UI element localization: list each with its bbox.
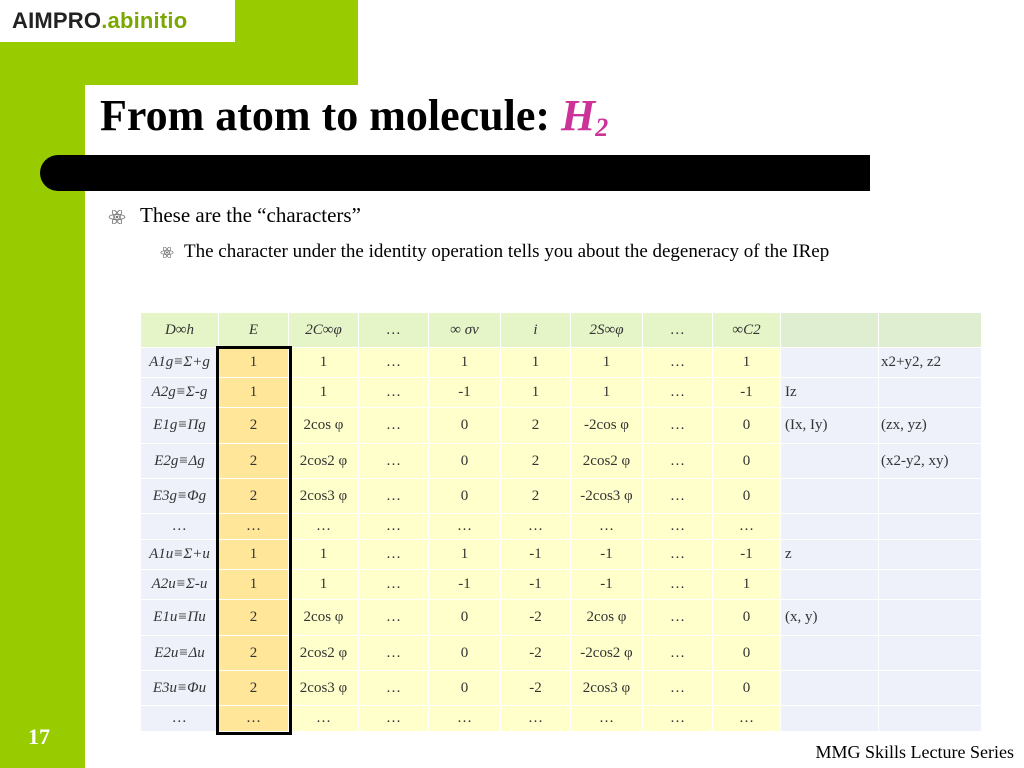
header-cell: E [219, 313, 289, 348]
table-cell: … [359, 514, 429, 540]
table-cell: … [643, 636, 713, 671]
table-cell [781, 570, 879, 600]
table-cell: -2 [501, 671, 571, 706]
table-cell: … [501, 514, 571, 540]
table-cell: … [643, 514, 713, 540]
identity-column-highlight [216, 346, 292, 735]
header-cell: ∞C2 [713, 313, 781, 348]
table-cell: -1 [501, 540, 571, 570]
irep-label-cell: A1u≡Σ+u [141, 540, 219, 570]
table-cell [879, 378, 982, 408]
irep-label-cell: A2g≡Σ-g [141, 378, 219, 408]
table-cell: 2cos φ [289, 600, 359, 636]
table-cell: … [643, 408, 713, 444]
atom-bullet-icon [108, 210, 126, 224]
irep-label-cell: E1g≡Πg [141, 408, 219, 444]
table-cell: 0 [713, 671, 781, 706]
table-cell: -2cos2 φ [571, 636, 643, 671]
header-cell: 2C∞φ [289, 313, 359, 348]
table-cell [879, 636, 982, 671]
table-cell [781, 479, 879, 514]
table-cell [879, 671, 982, 706]
table-cell: … [643, 671, 713, 706]
table-cell: 2 [501, 444, 571, 479]
title-underline-bar [40, 155, 870, 191]
table-cell: 1 [289, 540, 359, 570]
irep-label-cell: A2u≡Σ-u [141, 570, 219, 600]
table-cell: 1 [501, 348, 571, 378]
table-cell: (x, y) [781, 600, 879, 636]
table-cell: (x2-y2, xy) [879, 444, 982, 479]
footer-text: MMG Skills Lecture Series [815, 742, 1014, 762]
table-cell: -1 [713, 378, 781, 408]
table-cell: Iz [781, 378, 879, 408]
table-cell: (Ix, Iy) [781, 408, 879, 444]
header-cell: … [359, 313, 429, 348]
table-cell: 0 [429, 671, 501, 706]
table-cell: 0 [429, 600, 501, 636]
table-cell: 0 [429, 479, 501, 514]
table-cell: 0 [713, 444, 781, 479]
table-cell: … [643, 479, 713, 514]
header-cell [781, 313, 879, 348]
table-cell [781, 514, 879, 540]
table-cell: -1 [429, 570, 501, 600]
title-molecule [561, 91, 608, 140]
table-cell [781, 671, 879, 706]
title-prefix: From atom to molecule: [100, 91, 562, 140]
table-cell: 2cos3 φ [289, 479, 359, 514]
header-cell: ∞ σv [429, 313, 501, 348]
logo-part2: .abinitio [101, 8, 188, 33]
irep-label-cell: E2g≡Δg [141, 444, 219, 479]
table-cell: … [359, 444, 429, 479]
slide-title [100, 90, 608, 143]
header-cell: … [643, 313, 713, 348]
bullet-level2 [160, 238, 1000, 266]
header-cell: D∞h [141, 313, 219, 348]
table-cell: 1 [713, 570, 781, 600]
table-cell: … [359, 408, 429, 444]
identity-character-cell: … [219, 514, 289, 540]
table-cell: 1 [713, 348, 781, 378]
table-cell: 2cos φ [289, 408, 359, 444]
table-cell: -1 [713, 540, 781, 570]
table-cell: 1 [289, 378, 359, 408]
table-cell: … [359, 706, 429, 732]
bullet-level1 [108, 203, 361, 228]
table-cell [879, 514, 982, 540]
table-cell: … [359, 636, 429, 671]
table-cell: 0 [429, 636, 501, 671]
table-cell: … [713, 514, 781, 540]
table-cell: 2cos2 φ [289, 444, 359, 479]
table-cell: 1 [289, 348, 359, 378]
irep-label-cell: A1g≡Σ+g [141, 348, 219, 378]
table-cell: … [643, 444, 713, 479]
table-cell [781, 444, 879, 479]
table-cell: … [359, 570, 429, 600]
table-cell: 2 [501, 408, 571, 444]
table-cell: -2cos φ [571, 408, 643, 444]
table-cell: … [359, 378, 429, 408]
table-cell: … [359, 348, 429, 378]
table-cell: 0 [429, 408, 501, 444]
title-molecule-letter: H [561, 91, 596, 140]
table-cell: 2cos φ [571, 600, 643, 636]
table-cell: 0 [429, 444, 501, 479]
table-cell: -1 [429, 378, 501, 408]
irep-label-cell: E1u≡Πu [141, 600, 219, 636]
table-cell: … [571, 514, 643, 540]
table-cell: z [781, 540, 879, 570]
identity-character-cell: 1 [219, 378, 289, 408]
table-cell: 2cos3 φ [571, 671, 643, 706]
aimpro-logo [0, 0, 235, 42]
table-cell: … [643, 706, 713, 732]
table-cell: 0 [713, 479, 781, 514]
identity-character-cell: 1 [219, 540, 289, 570]
table-cell: 1 [571, 378, 643, 408]
header-cell [879, 313, 982, 348]
header-cell: 2S∞φ [571, 313, 643, 348]
green-side-band [0, 0, 85, 768]
table-cell: … [359, 671, 429, 706]
bullet-level1-text: These are the “characters” [140, 203, 361, 227]
table-cell [879, 479, 982, 514]
irep-label-cell: … [141, 514, 219, 540]
table-cell: … [359, 479, 429, 514]
irep-label-cell: E3u≡Φu [141, 671, 219, 706]
table-cell: -1 [571, 570, 643, 600]
table-cell [781, 348, 879, 378]
table-cell [781, 636, 879, 671]
table-cell: -2 [501, 636, 571, 671]
table-cell: 2cos3 φ [289, 671, 359, 706]
identity-character-cell: 1 [219, 570, 289, 600]
table-cell: … [289, 706, 359, 732]
table-cell [879, 540, 982, 570]
title-molecule-subscript: 2 [595, 113, 609, 142]
table-cell: (zx, yz) [879, 408, 982, 444]
table-cell: … [359, 540, 429, 570]
table-cell [781, 706, 879, 732]
table-cell: 2cos2 φ [289, 636, 359, 671]
table-cell: … [289, 514, 359, 540]
table-cell: … [429, 514, 501, 540]
identity-character-cell: 2 [219, 671, 289, 706]
identity-character-cell: … [219, 706, 289, 732]
table-cell: … [713, 706, 781, 732]
page-number: 17 [28, 724, 50, 749]
table-cell: … [643, 600, 713, 636]
table-cell: -1 [571, 540, 643, 570]
header-cell: i [501, 313, 571, 348]
table-cell: 1 [429, 540, 501, 570]
identity-character-cell: 2 [219, 600, 289, 636]
table-cell: -2cos3 φ [571, 479, 643, 514]
table-cell: 2 [501, 479, 571, 514]
table-cell: … [429, 706, 501, 732]
table-cell: 1 [571, 348, 643, 378]
table-cell: x2+y2, z2 [879, 348, 982, 378]
table-cell: -1 [501, 570, 571, 600]
table-cell: 0 [713, 600, 781, 636]
table-cell [879, 600, 982, 636]
table-cell: … [359, 600, 429, 636]
table-cell: … [643, 540, 713, 570]
irep-label-cell: E3g≡Φg [141, 479, 219, 514]
identity-character-cell: 2 [219, 636, 289, 671]
atom-bullet-icon [160, 247, 174, 258]
table-cell: … [643, 570, 713, 600]
table-cell: … [501, 706, 571, 732]
bullet-level2-text: The character under the identity operation tells you about the degeneracy of the IRep [184, 241, 830, 262]
identity-character-cell: 2 [219, 479, 289, 514]
table-cell: … [643, 348, 713, 378]
table-cell: 1 [429, 348, 501, 378]
logo-part1: AIMPRO [12, 8, 102, 33]
table-cell: -2 [501, 600, 571, 636]
irep-label-cell: E2u≡Δu [141, 636, 219, 671]
table-cell [879, 706, 982, 732]
table-header-row [141, 313, 982, 348]
identity-character-cell: 1 [219, 348, 289, 378]
identity-character-cell: 2 [219, 444, 289, 479]
identity-character-cell: 2 [219, 408, 289, 444]
table-cell: 0 [713, 408, 781, 444]
table-cell: 2cos2 φ [571, 444, 643, 479]
table-cell: 1 [289, 570, 359, 600]
table-cell [879, 570, 982, 600]
table-cell: … [571, 706, 643, 732]
table-cell: 1 [501, 378, 571, 408]
table-cell: … [643, 378, 713, 408]
irep-label-cell: … [141, 706, 219, 732]
table-cell: 0 [713, 636, 781, 671]
